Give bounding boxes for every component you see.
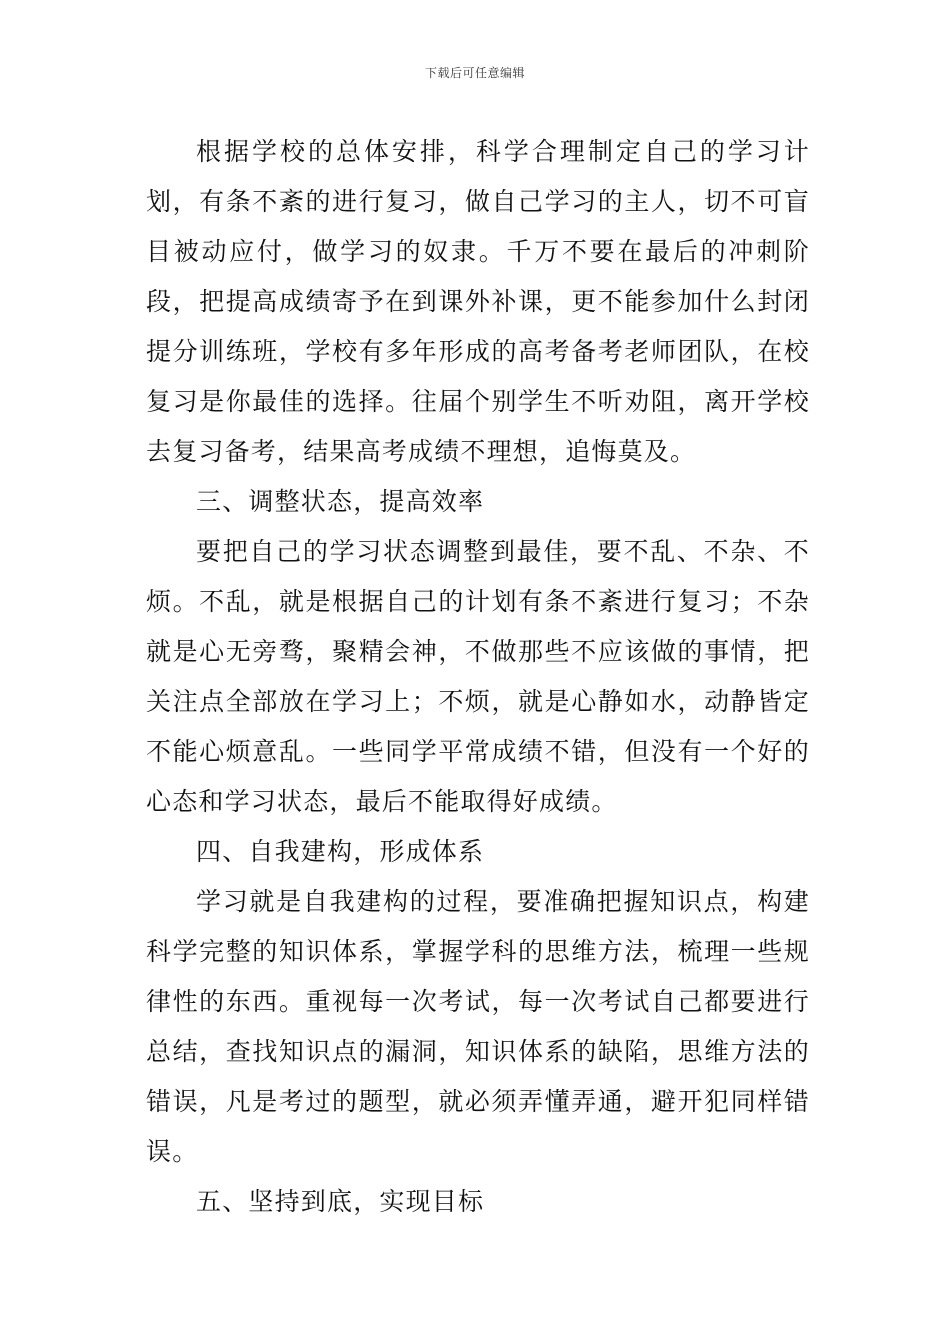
section-heading-5: 五、坚持到底，实现目标	[196, 1187, 485, 1216]
section-heading-4: 四、自我建构，形成体系	[196, 837, 485, 866]
section-heading-3: 三、调整状态，提高效率	[196, 487, 485, 516]
document-body	[146, 127, 810, 1227]
paragraph-study-plan: 根据学校的总体安排，科学合理制定自己的学习计划，有条不紊的进行复习，做自己学习的主人，切不可盲目被动应付，做学习的奴隶。千万不要在最后的冲刺阶段，把提高成绩寄予在到课外补课，更不能参加什么封闭提分训练班，学校有多年形成的高考备考老师团队，在校复习是你最佳的选择。往届个别学生不听劝阻，离开学校去复习备考，结果高考成绩不理想，追悔莫及。	[146, 137, 810, 466]
paragraph-self-construction: 学习就是自我建构的过程，要准确把握知识点，构建科学完整的知识体系，掌握学科的思维方法，梳理一些规律性的东西。重视每一次考试，每一次考试自己都要进行总结，查找知识点的漏洞，知识体系的缺陷，思维方法的错误，凡是考过的题型，就必须弄懂弄通，避开犯同样错误。	[146, 887, 810, 1166]
paragraph-study-state: 要把自己的学习状态调整到最佳，要不乱、不杂、不烦。不乱，就是根据自己的计划有条不紊进行复习；不杂就是心无旁骛，聚精会神，不做那些不应该做的事情，把关注点全部放在学习上；不烦，就是心静如水，动静皆定不能心烦意乱。一些同学平常成绩不错，但没有一个好的心态和学习状态，最后不能取得好成绩。	[146, 537, 810, 816]
page-header: 下载后可任意编辑	[424, 66, 525, 80]
